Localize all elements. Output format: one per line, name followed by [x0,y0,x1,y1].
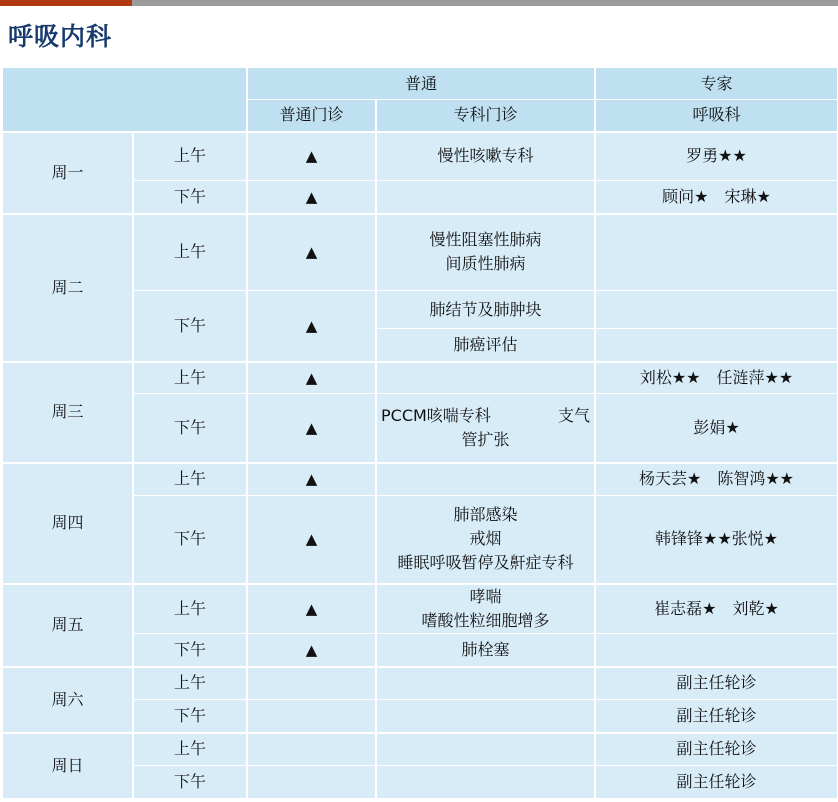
expert-cell: 罗勇★★ [595,132,838,181]
period-label: 上午 [133,362,247,394]
triangle-up-icon: ▲ [305,599,318,618]
general-clinic-cell [247,181,376,214]
special-clinic-cell: 肺结节及肺肿块 [376,291,595,329]
expert-cell [595,214,838,291]
general-clinic-cell [247,584,376,634]
triangle-up-icon: ▲ [305,243,318,262]
special-clinic-cell: 哮喘 嗜酸性粒细胞增多 [376,584,595,634]
general-clinic-cell [247,733,376,766]
special-clinic-cell [376,700,595,733]
general-clinic-cell [247,667,376,700]
day-label: 周二 [2,214,133,362]
period-label: 上午 [133,733,247,766]
triangle-up-icon: ▲ [305,316,318,335]
period-label: 上午 [133,132,247,181]
expert-cell: 副主任轮诊 [595,766,838,799]
triangle-up-icon: ▲ [305,530,318,549]
period-label: 上午 [133,584,247,634]
general-clinic-cell [247,496,376,584]
top-accent-bar-left [0,0,132,6]
expert-cell: 韩锋锋★★张悦★ [595,496,838,584]
header-group-general: 普通 [247,68,595,100]
schedule-table [1,67,838,799]
special-clinic-cell: 肺癌评估 [376,329,595,362]
page-title: 呼吸内科 [8,22,113,51]
triangle-up-icon: ▲ [305,187,318,206]
special-clinic-cell: 慢性咳嗽专科 [376,132,595,181]
day-label: 周六 [2,667,133,733]
expert-cell: 崔志磊★ 刘乾★ [595,584,838,634]
special-clinic-cell [376,362,595,394]
expert-cell: 副主任轮诊 [595,700,838,733]
general-clinic-cell [247,634,376,667]
special-clinic-cell [376,766,595,799]
general-clinic-cell [247,362,376,394]
day-label: 周三 [2,362,133,463]
period-label: 下午 [133,766,247,799]
general-clinic-cell [247,394,376,463]
header-respiratory: 呼吸科 [595,100,838,132]
triangle-up-icon: ▲ [305,147,318,166]
expert-cell: 副主任轮诊 [595,667,838,700]
day-label: 周四 [2,463,133,584]
triangle-up-icon: ▲ [305,368,318,387]
expert-cell: 彭娟★ [595,394,838,463]
triangle-up-icon: ▲ [305,640,318,659]
general-clinic-cell [247,700,376,733]
expert-cell: 副主任轮诊 [595,733,838,766]
special-clinic-cell: 慢性阻塞性肺病 间质性肺病 [376,214,595,291]
period-label: 下午 [133,700,247,733]
top-accent-bar-right [132,0,838,6]
expert-cell [595,329,838,362]
special-clinic-cell: PCCM咳喘专科 支气 管扩张 [376,394,595,463]
period-label: 下午 [133,634,247,667]
general-clinic-cell [247,132,376,181]
general-clinic-cell [247,463,376,496]
period-label: 下午 [133,291,247,362]
period-label: 下午 [133,181,247,214]
expert-cell: 顾问★ 宋琳★ [595,181,838,214]
header-special-clinic: 专科门诊 [376,100,595,132]
triangle-up-icon: ▲ [305,418,318,437]
special-clinic-cell [376,667,595,700]
day-label: 周五 [2,584,133,667]
general-clinic-cell [247,766,376,799]
header-general-clinic: 普通门诊 [247,100,376,132]
period-label: 下午 [133,496,247,584]
expert-cell [595,634,838,667]
triangle-up-icon: ▲ [305,470,318,489]
special-clinic-cell [376,181,595,214]
header-group-expert: 专家 [595,68,838,100]
expert-cell: 刘松★★ 任涟萍★★ [595,362,838,394]
day-label: 周一 [2,132,133,214]
period-label: 上午 [133,463,247,496]
period-label: 下午 [133,394,247,463]
general-clinic-cell [247,291,376,362]
special-clinic-cell: 肺部感染 戒烟 睡眠呼吸暂停及鼾症专科 [376,496,595,584]
period-label: 上午 [133,667,247,700]
day-label: 周日 [2,733,133,799]
header-corner [2,68,247,132]
period-label: 上午 [133,214,247,291]
special-clinic-cell: 肺栓塞 [376,634,595,667]
expert-cell: 杨天芸★ 陈智鸿★★ [595,463,838,496]
special-clinic-cell [376,733,595,766]
expert-cell [595,291,838,329]
top-accent-bar [0,0,838,6]
special-clinic-cell [376,463,595,496]
general-clinic-cell [247,214,376,291]
